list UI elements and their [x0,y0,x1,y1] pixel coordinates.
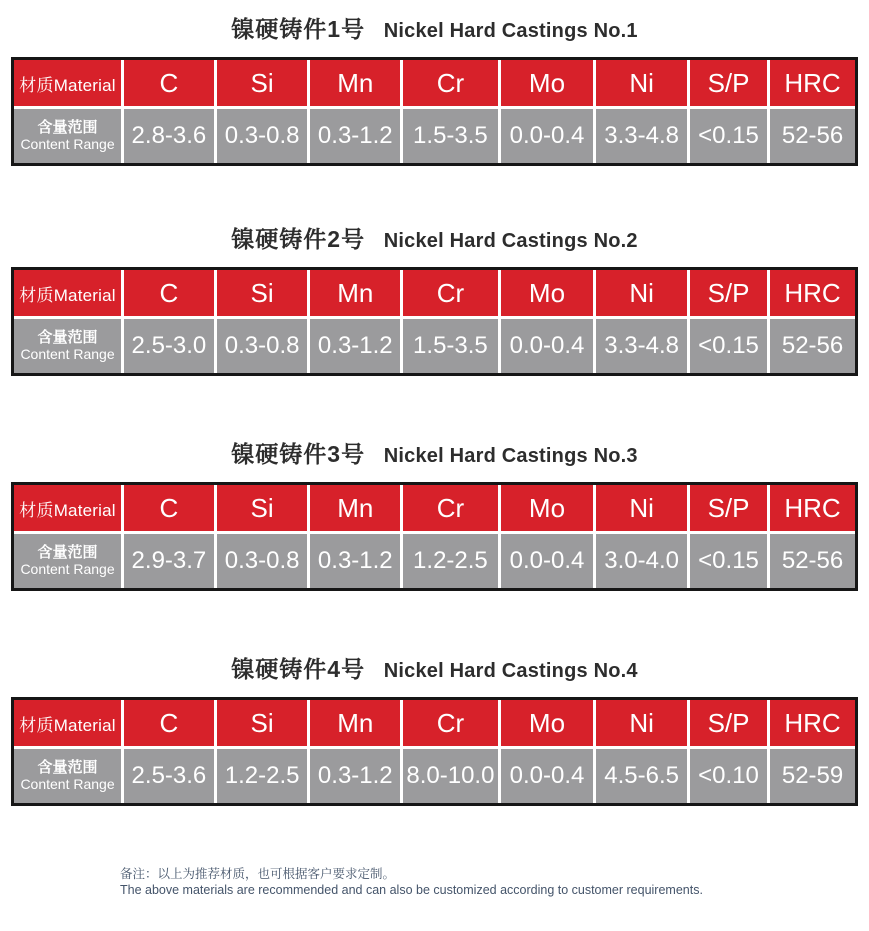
value-cell-sp: <0.15 [690,319,767,373]
table-title-cn: 镍硬铸件3号 [231,441,366,467]
table-title-en: Nickel Hard Castings No.4 [383,660,638,682]
header-cell-mo: Mo [501,60,594,106]
value-cell-mn: 0.3-1.2 [310,319,400,373]
value-cell-sp: <0.15 [690,109,767,163]
header-cell-hrc: HRC [770,485,855,531]
spec-table [11,697,858,806]
header-cell-hrc: HRC [770,700,855,746]
value-cell-mo: 0.0-0.4 [501,109,594,163]
value-cell-mn: 0.3-1.2 [310,109,400,163]
row-label-en: Content Range [20,776,115,792]
header-cell-sp: S/P [690,485,767,531]
row-label-cn: 含量范围 [37,119,98,136]
footnote [120,866,703,898]
spec-section-1 [11,14,858,166]
spec-table [11,57,858,166]
spec-section-3 [11,439,858,591]
value-cell-ni: 3.3-4.8 [596,319,687,373]
value-cell-c: 2.5-3.6 [124,749,214,803]
value-cell-sp: <0.15 [690,534,767,588]
header-cell-c: C [124,485,214,531]
header-cell-cr: Cr [403,270,498,316]
table-title-en: Nickel Hard Castings No.2 [383,230,638,252]
value-cell-si: 0.3-0.8 [217,534,308,588]
header-cell-mn: Mn [310,60,400,106]
header-cell-cr: Cr [403,60,498,106]
value-cell-sp: <0.10 [690,749,767,803]
value-cell-cr: 8.0-10.0 [403,749,498,803]
header-cell-material: 材质Material [14,700,121,746]
value-cell-si: 0.3-0.8 [217,109,308,163]
value-cell-mn: 0.3-1.2 [310,534,400,588]
spec-table [11,267,858,376]
header-cell-ni: Ni [596,270,687,316]
row-label-cn: 含量范围 [37,544,98,561]
header-cell-ni: Ni [596,60,687,106]
value-cell-c: 2.9-3.7 [124,534,214,588]
header-cell-c: C [124,60,214,106]
header-cell-sp: S/P [690,270,767,316]
row-label-cn: 含量范围 [37,329,98,346]
spec-section-4 [11,654,858,806]
value-cell-si: 0.3-0.8 [217,319,308,373]
header-cell-si: Si [217,270,308,316]
row-label-cell [14,749,121,803]
table-title-cn: 镍硬铸件1号 [231,16,366,42]
table-title [11,654,858,684]
table-title-cn: 镍硬铸件2号 [231,226,366,252]
value-cell-ni: 3.0-4.0 [596,534,687,588]
header-cell-material: 材质Material [14,60,121,106]
value-cell-cr: 1.2-2.5 [403,534,498,588]
header-cell-c: C [124,700,214,746]
header-cell-mn: Mn [310,270,400,316]
table-title-en: Nickel Hard Castings No.3 [383,445,638,467]
value-cell-c: 2.5-3.0 [124,319,214,373]
header-cell-mo: Mo [501,485,594,531]
row-label-cn: 含量范围 [37,759,98,776]
header-cell-mn: Mn [310,700,400,746]
value-cell-ni: 3.3-4.8 [596,109,687,163]
value-cell-hrc: 52-56 [770,319,855,373]
value-cell-mn: 0.3-1.2 [310,749,400,803]
row-label-cell [14,534,121,588]
spec-table [11,482,858,591]
header-cell-material: 材质Material [14,270,121,316]
row-label-en: Content Range [20,561,115,577]
header-cell-cr: Cr [403,700,498,746]
header-cell-mn: Mn [310,485,400,531]
footnote-line-en: The above materials are recommended and can also be customized according to customer requirements. [120,883,703,897]
value-cell-mo: 0.0-0.4 [501,534,594,588]
footnote-line-cn: 备注：以上为推荐材质，也可根据客户要求定制。 [120,867,396,881]
table-title-en: Nickel Hard Castings No.1 [383,20,638,42]
header-cell-si: Si [217,700,308,746]
header-cell-material: 材质Material [14,485,121,531]
header-cell-c: C [124,270,214,316]
value-cell-hrc: 52-56 [770,534,855,588]
value-cell-ni: 4.5-6.5 [596,749,687,803]
header-cell-sp: S/P [690,60,767,106]
spec-section-2 [11,224,858,376]
value-cell-mo: 0.0-0.4 [501,749,594,803]
header-cell-si: Si [217,485,308,531]
table-title [11,224,858,254]
value-cell-hrc: 52-56 [770,109,855,163]
table-title-cn: 镍硬铸件4号 [231,656,366,682]
header-cell-ni: Ni [596,485,687,531]
header-cell-cr: Cr [403,485,498,531]
value-cell-cr: 1.5-3.5 [403,319,498,373]
value-cell-c: 2.8-3.6 [124,109,214,163]
row-label-cell [14,109,121,163]
header-cell-mo: Mo [501,700,594,746]
header-cell-hrc: HRC [770,270,855,316]
row-label-en: Content Range [20,136,115,152]
value-cell-cr: 1.5-3.5 [403,109,498,163]
table-title [11,439,858,469]
header-cell-si: Si [217,60,308,106]
value-cell-hrc: 52-59 [770,749,855,803]
row-label-cell [14,319,121,373]
header-cell-ni: Ni [596,700,687,746]
value-cell-si: 1.2-2.5 [217,749,308,803]
header-cell-mo: Mo [501,270,594,316]
row-label-en: Content Range [20,346,115,362]
value-cell-mo: 0.0-0.4 [501,319,594,373]
header-cell-sp: S/P [690,700,767,746]
header-cell-hrc: HRC [770,60,855,106]
table-title [11,14,858,44]
